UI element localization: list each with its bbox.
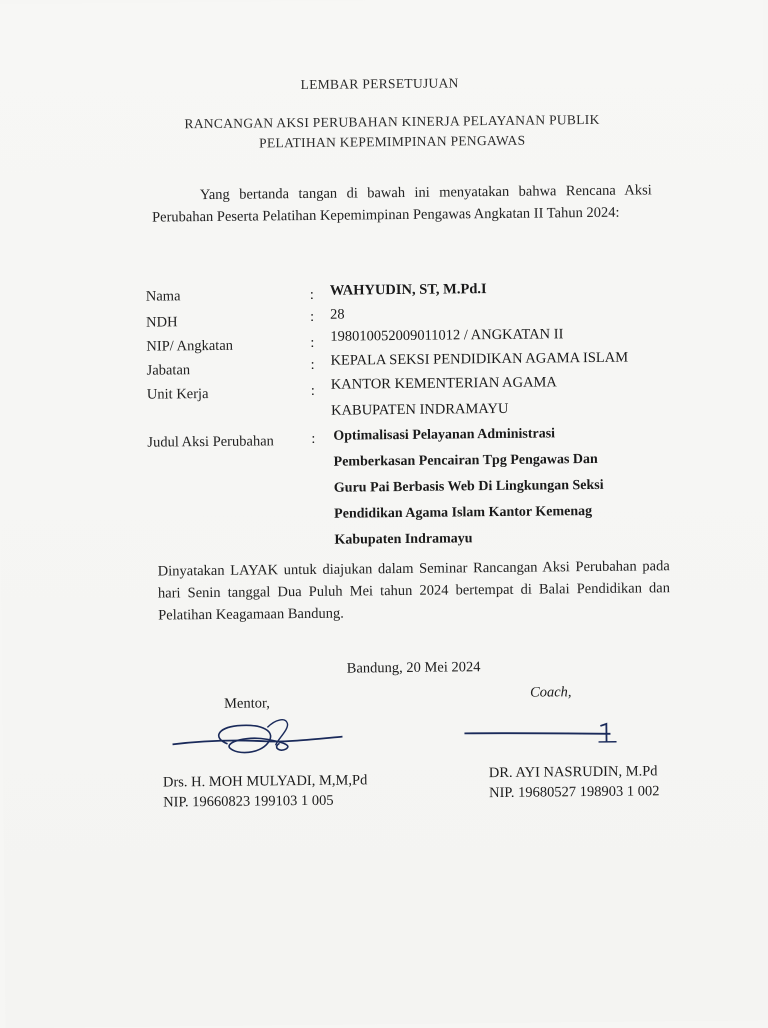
nip-label: NIP/ Angkatan xyxy=(146,337,234,355)
jabatan-label: Jabatan xyxy=(146,362,191,379)
judul-colon: : xyxy=(311,430,316,447)
intro-line-3: 2024: xyxy=(586,204,620,222)
intro-paragraph xyxy=(152,179,652,228)
mentor-nip: NIP. 19660823 199103 1 005 xyxy=(163,792,334,811)
nip-colon: : xyxy=(310,334,315,351)
unit-colon: : xyxy=(310,382,315,399)
coach-nip: NIP. 19680527 198903 1 002 xyxy=(488,783,660,802)
statement-line-3: dan Pelatihan Keagamaan Bandung. xyxy=(158,580,671,624)
unit-label: Unit Kerja xyxy=(146,386,209,403)
judul-line-5: Kabupaten Indramayu xyxy=(334,531,473,548)
document-subtitle-1: RANCANGAN AKSI PERUBAHAN KINERJA PELAYANAN PUBLIK xyxy=(184,111,600,132)
nip-value: 198010052009011012 / ANGKATAN II xyxy=(330,326,564,345)
coach-role-label: Coach, xyxy=(529,684,572,701)
ndh-colon: : xyxy=(309,308,315,325)
jabatan-value: KEPALA SEKSI PENDIDIKAN AGAMA ISLAM xyxy=(330,349,629,369)
nama-value: WAHYUDIN, ST, M.Pd.I xyxy=(329,281,487,299)
document-title: LEMBAR PERSETUJUAN xyxy=(300,75,459,93)
nama-label: Nama xyxy=(145,288,181,305)
coach-signature xyxy=(460,720,630,752)
intro-line-1: Yang bertanda tangan di bawah ini menyatakan bahwa Rencana Aksi xyxy=(199,182,652,204)
judul-line-1: Optimalisasi Pelayanan Administrasi xyxy=(333,426,556,444)
mentor-signature xyxy=(167,709,348,771)
judul-label: Judul Aksi Perubahan xyxy=(147,433,274,451)
intro-line-2: Perubahan Peserta Pelatihan Kepemimpinan Pengawas Angkatan II Tahun xyxy=(151,205,583,226)
jabatan-colon: : xyxy=(310,356,315,373)
judul-line-4: Pendidikan Agama Islam Kantor Kemenag xyxy=(334,503,593,522)
document-subtitle-2: PELATIHAN KEPEMIMPINAN PENGAWAS xyxy=(259,132,526,151)
mentor-name: Drs. H. MOH MULYADI, M,M,Pd xyxy=(162,772,368,791)
coach-signer-block xyxy=(489,761,660,803)
statement-paragraph xyxy=(158,555,671,626)
coach-name: DR. AYI NASRUDIN, M.Pd xyxy=(488,763,658,782)
judul-line-2: Pemberkasan Pencairan Tpg Pengawas Dan xyxy=(333,451,598,470)
unit-value-1: KANTOR KEMENTERIAN AGAMA xyxy=(330,374,557,393)
unit-value-2: KABUPATEN INDRAMAYU xyxy=(330,400,509,419)
statement-line-1: Dinyatakan LAYAK untuk diajukan dalam Seminar Rancangan Aksi Perubahan xyxy=(157,558,637,580)
ndh-label: NDH xyxy=(146,314,178,331)
statement-line-2: pada hari Senin tanggal Dua Puluh Mei tahun 2024 bertempat di Balai Pendidikan xyxy=(157,558,670,602)
nama-colon: : xyxy=(309,286,314,303)
judul-line-3: Guru Pai Berbasis Web Di Lingkungan Seksi xyxy=(333,477,604,496)
ndh-value: 28 xyxy=(329,306,345,323)
mentor-signer-block xyxy=(163,770,368,812)
mentor-role-label: Mentor, xyxy=(224,695,270,712)
place-date: Bandung, 20 Mei 2024 xyxy=(346,659,481,677)
